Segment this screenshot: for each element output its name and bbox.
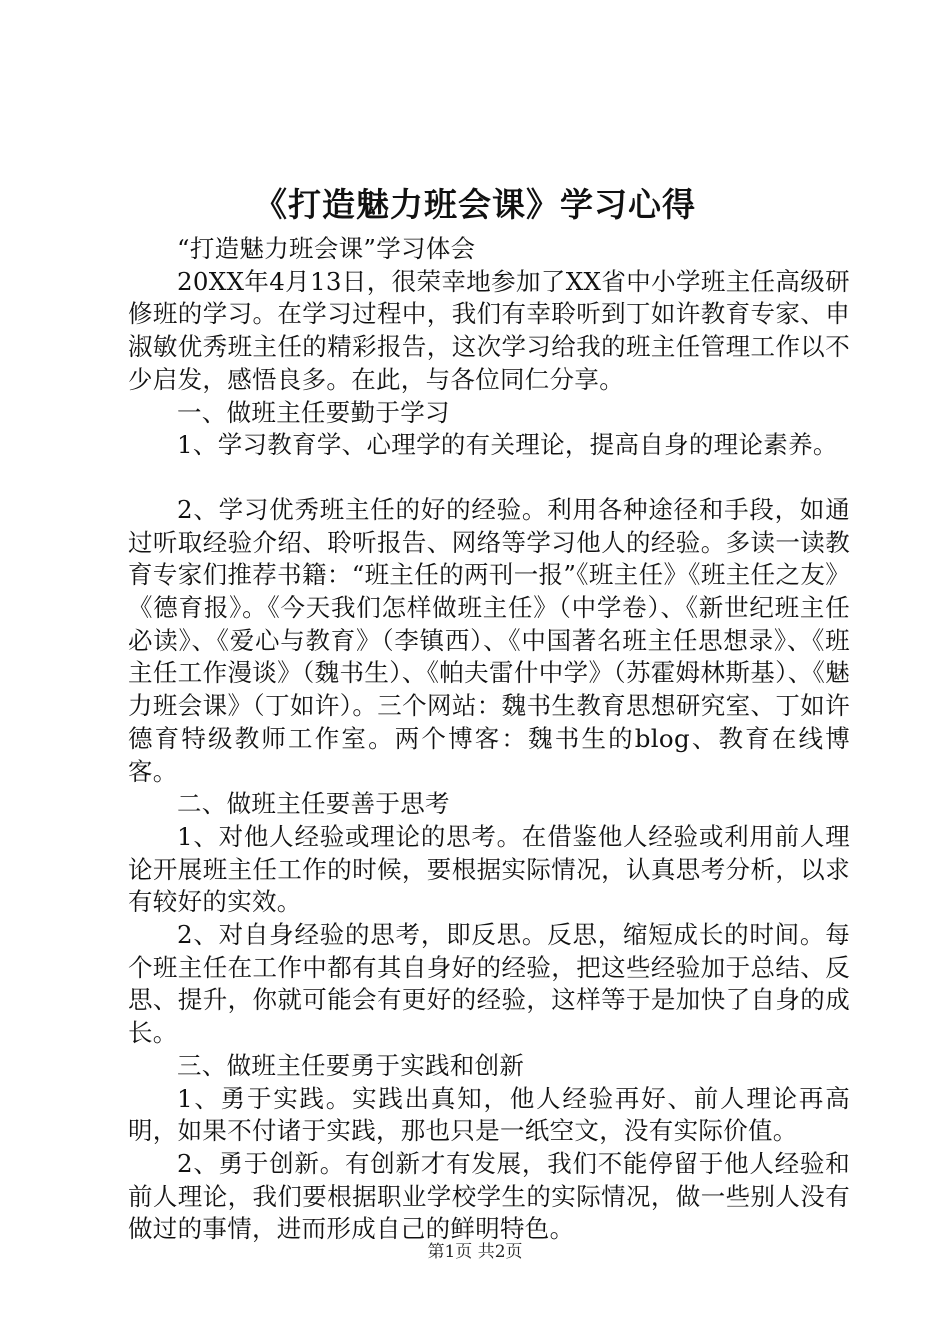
document-title: 《打造魅力班会课》学习心得 — [254, 185, 696, 224]
document-body — [128, 233, 850, 1246]
section-heading-3: 三、做班主任要勇于实践和创新 — [177, 1050, 525, 1080]
section-heading-2: 二、做班主任要善于思考 — [177, 789, 450, 819]
paragraph-1-2: 2、学习优秀班主任的好的经验。利用各种途径和手段，如通过听取经验介绍、聆听报告、网络等学习他人的经验。多读一读教育专家们推荐书籍：“班主任的两刊一报”《班主任》《班主任之友》《德育报》。《今天我们怎样做班主任》（中学卷）、《新世纪班主任必读》、《爱心与教育》（李镇西）、《中国著名班主任思想录》、《班主任工作漫谈》（魏书生）、《帕夫雷什中学》（苏霍姆林斯基）、《魅力班会课》（丁如许）。三个网站：魏书生教育思想研究室、丁如许德育特级教师工作室。两个博客：魏书生的blog、教育在线博客。 — [128, 494, 850, 786]
paragraph-2-1: 1、对他人经验或理论的思考。在借鉴他人经验或利用前人理论开展班主任工作的时候，要根据实际情况，认真思考分析，以求有较好的实效。 — [128, 821, 850, 917]
page-number-footer: 第1页 共2页 — [427, 1242, 523, 1262]
paragraph-intro: 20XX年4月13日，很荣幸地参加了XX省中小学班主任高级研修班的学习。在学习过程中，我们有幸聆听到丁如许教育专家、申淑敏优秀班主任的精彩报告，这次学习给我的班主任管理工作以不少启发，感悟良多。在此，与各位同仁分享。 — [128, 266, 850, 394]
paragraph-subtitle: “打造魅力班会课”学习体会 — [177, 234, 476, 263]
section-heading-1: 一、做班主任要勤于学习 — [177, 397, 450, 427]
paragraph-3-2: 2、勇于创新。有创新才有发展，我们不能停留于他人经验和前人理论，我们要根据职业学校学生的实际情况，做一些别人没有做过的事情，进而形成自己的鲜明特色。 — [128, 1148, 850, 1244]
paragraph-1-1: 1、学习教育学、心理学的有关理论，提高自身的理论素养。 — [177, 430, 838, 460]
paragraph-3-1: 1、勇于实践。实践出真知，他人经验再好、前人理论再高明，如果不付诸于实践，那也只是一纸空文，没有实际价值。 — [128, 1083, 850, 1146]
paragraph-2-2: 2、对自身经验的思考，即反思。反思，缩短成长的时间。每个班主任在工作中都有其自身好的经验，把这些经验加于总结、反思、提升，你就可能会有更好的经验，这样等于是加快了自身的成长。 — [128, 920, 850, 1048]
